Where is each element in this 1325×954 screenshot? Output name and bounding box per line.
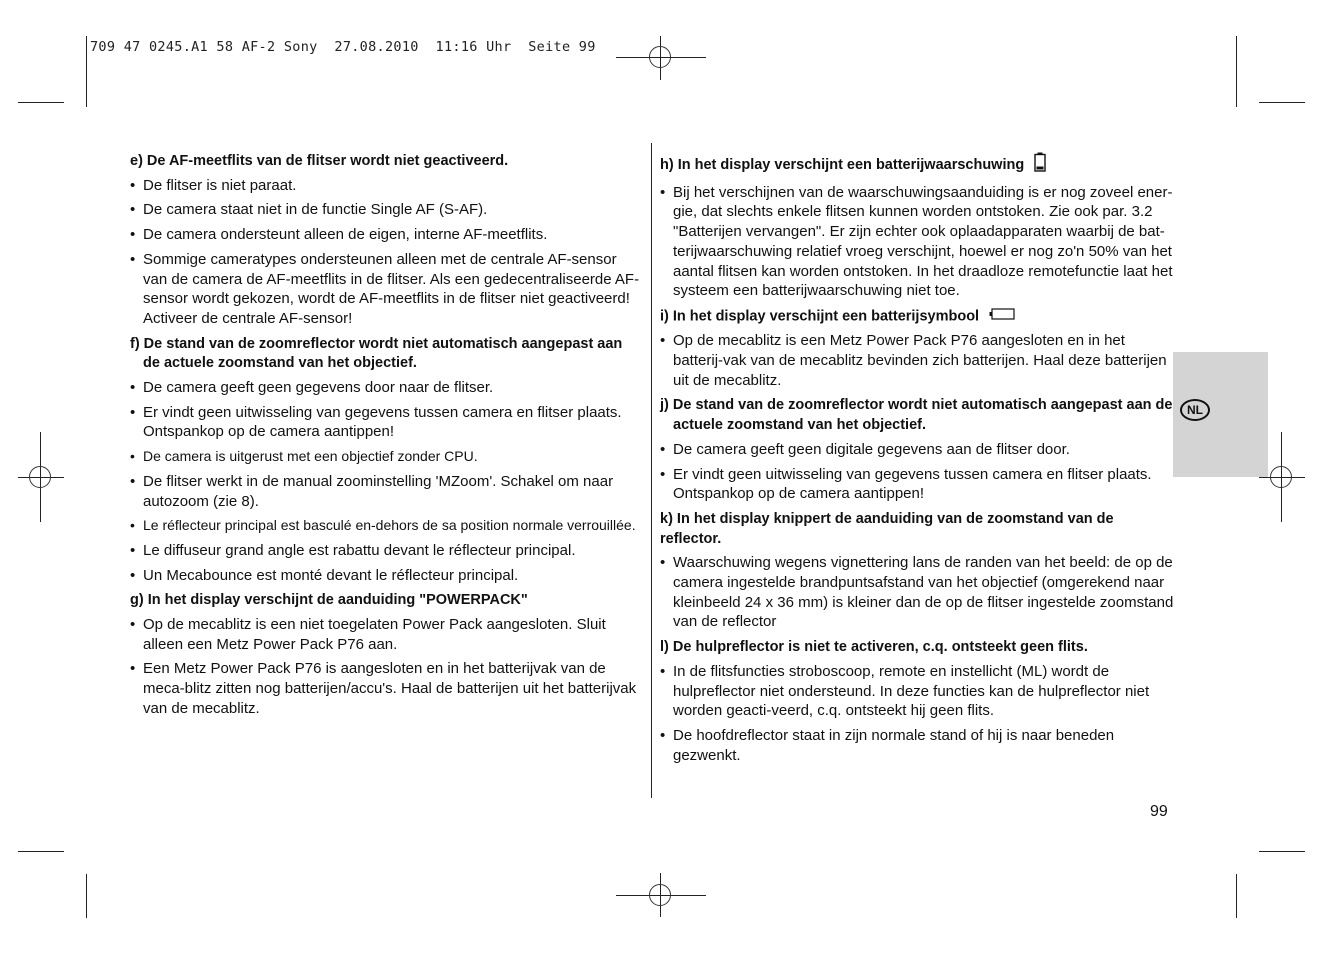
battery-empty-icon [989,307,1015,327]
crop-mark [18,851,64,852]
crop-mark [1259,102,1305,103]
list-item: • De camera staat niet in de functie Single AF (S-AF). [130,200,640,220]
crop-mark [86,874,87,918]
crop-mark [18,102,64,103]
list-item: • Sommige cameratypes ondersteunen alleen met de centrale AF-sensor van de camera de AF-meetflits in de flitser. Als een gedecentraliseerde AF-sensor wordt gekozen, wordt de AF-meetflits in de flitser niet geactiveerd! Activeer de centrale AF-sensor! [130,250,640,329]
section-heading-f: f) De stand van de zoomreflector wordt niet automatisch aangepast aan de actuele zoomstand van het objectief. [130,335,623,372]
list-item: • De camera geeft geen gegevens door naar de flitser. [130,378,640,398]
heading-text: h) In het display verschijnt een batterijwaarschuwing [660,157,1025,174]
list-item: • Le réflecteur principal est basculé en-dehors de sa position normale verrouillée. [130,516,640,536]
list-item: • Een Metz Power Pack P76 is aangesloten en in het batterijvak van de meca-blitz zitten nog batterijen/accu's. Haal de batterijen uit het batterijvak van de mecablitz. [130,659,640,718]
list-item: • In de flitsfuncties stroboscoop, remote en instellicht (ML) wordt de hulpreflector niet ondersteund. In deze functies kan de hulpreflector niet worden geacti-veerd, c.q. ontsteekt hij geen flits. [660,662,1175,721]
list-item: • Er vindt geen uitwisseling van gegevens tussen camera en flitser plaats. Ontspankop op de camera aantippen! [130,403,640,442]
language-badge: NL [1180,399,1210,421]
list-item: • Op de mecablitz is een niet toegelaten Power Pack aangesloten. Sluit alleen een Metz Power Pack P76 aan. [130,615,640,654]
list-item: • Le diffuseur grand angle est rabattu devant le réflecteur principal. [130,541,640,561]
list-item: • De camera is uitgerust met een objectief zonder CPU. [130,447,640,467]
section-heading-l: l) De hulpreflector is niet te activeren, c.q. ontsteekt geen flits. [660,639,1088,656]
section-heading-i [660,307,1175,327]
list-item: • Er vindt geen uitwisseling van gegevens tussen camera en flitser plaats. Ontspankop op de camera aantippen! [660,465,1175,504]
page-number: 99 [1150,803,1168,820]
list-item: • Bij het verschijnen van de waarschuwingsaanduiding is er nog zoveel ener-gie, dat slechts enkele flitsen kunnen worden ontstoken. Zie ook par. 3.2 "Batterijen vervangen". Er zijn echter ook oplaadapparaten waarbij de bat-terijwaarschuwing relatief vroeg verschijnt, hoewel er nog zo'n 50% van het aantal flitsen kan worden ontstoken. In het draadloze remotefunctie laat het systeem een batterijwaarschuwing niet toe. [660,183,1175,301]
list-item: • Un Mecabounce est monté devant le réflecteur principal. [130,566,640,586]
list-item: • Op de mecablitz is een Metz Power Pack P76 aangesloten en in het batterij-vak van de mecablitz bevinden zich batterijen. Haal deze batterijen uit de mecablitz. [660,331,1175,390]
section-heading-k: k) In het display knippert de aanduiding van de zoomstand van de reflector. [660,510,1114,547]
crop-mark [1236,36,1237,107]
list-item: • De flitser is niet paraat. [130,176,640,196]
crop-mark [86,36,87,107]
section-heading-e: e) De AF-meetflits van de flitser wordt niet geactiveerd. [130,153,509,169]
right-column [660,146,1175,770]
section-heading-j: j) De stand van de zoomreflector wordt niet automatisch aangepast aan de actuele zoomstand van het objectief. [660,397,1173,434]
crop-mark [1236,874,1237,918]
print-slug: 709 47 0245.A1 58 AF-2 Sony 27.08.2010 11:16 Uhr Seite 99 [90,39,596,55]
crop-mark [1259,851,1305,852]
list-item: • De hoofdreflector staat in zijn normale stand of hij is naar beneden gezwenkt. [660,726,1175,765]
column-divider [651,143,652,798]
left-column [130,146,640,724]
heading-text: i) In het display verschijnt een batterijsymbool [660,308,980,325]
list-item: • De flitser werkt in de manual zoominstelling 'MZoom'. Schakel om naar autozoom (zie 8). [130,472,640,511]
section-heading-h [660,152,1175,179]
list-item: • Waarschuwing wegens vignettering lans de randen van het beeld: de op de camera ingestelde brandpuntsafstand van het objectief (omgerekend naar kleinbeeld 24 x 36 mm) is kleiner dan de op de flitser ingestelde zoomstand van de reflector [660,553,1175,632]
battery-warning-icon [1034,152,1046,179]
list-item: • De camera ondersteunt alleen de eigen, interne AF-meetflits. [130,225,640,245]
section-heading-g: g) In het display verschijnt de aanduiding "POWERPACK" [130,592,528,609]
list-item: • De camera geeft geen digitale gegevens aan de flitser door. [660,440,1175,460]
